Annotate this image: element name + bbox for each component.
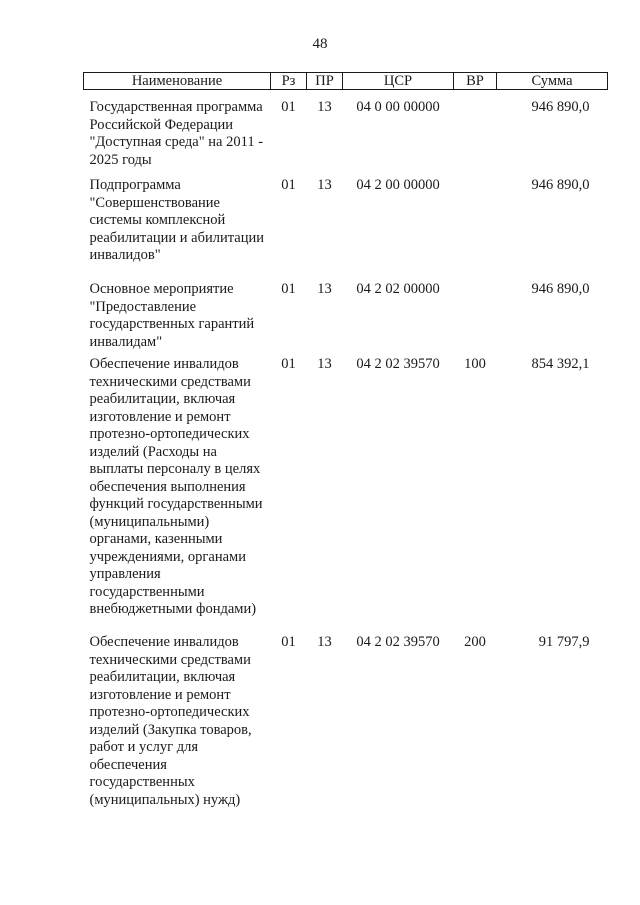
table-row xyxy=(84,281,608,356)
row-rz: 01 xyxy=(281,99,296,115)
budget-table xyxy=(83,72,608,809)
row-rz: 01 xyxy=(281,634,296,650)
header-vr: ВР xyxy=(454,73,497,90)
row-name: Обеспечение инвалидов техническими средствами реабилитации, включая изготовление и ремонт протезно-ортопедических изделий (Закупка товаров, работ и услуг для обеспечения государственных (муниципальных) нужд) xyxy=(89,634,252,808)
table-row xyxy=(84,177,608,281)
row-csr: 04 2 02 00000 xyxy=(356,281,440,297)
row-name: Государственная программа Российской Федерации "Доступная среда" на 2011 - 2025 годы xyxy=(89,99,264,168)
header-row xyxy=(84,73,608,90)
row-rz: 01 xyxy=(281,177,296,193)
header-sum: Сумма xyxy=(497,73,608,90)
row-pr: 13 xyxy=(317,634,332,650)
row-vr: 100 xyxy=(464,356,486,372)
row-name: Подпрограмма "Совершенствование системы комплексной реабилитации и абилитации инвалидов" xyxy=(89,177,264,263)
row-vr xyxy=(454,177,497,281)
header-pr: ПР xyxy=(307,73,343,90)
header-csr: ЦСР xyxy=(343,73,454,90)
row-pr: 13 xyxy=(317,99,332,115)
table-row xyxy=(84,634,608,809)
row-csr: 04 0 00 00000 xyxy=(356,99,440,115)
page-number: 48 xyxy=(312,36,328,52)
row-name: Обеспечение инвалидов техническими средствами реабилитации, включая изготовление и ремонт протезно-ортопедических изделий (Расходы на выплаты персоналу в целях обеспечения выполнения функций государственными (муниципальными) органами, казенными учреждениями, органами управления государственными внебюджетными фондами) xyxy=(89,356,263,617)
row-rz: 01 xyxy=(281,356,296,372)
table-header xyxy=(84,73,608,90)
row-sum: 854 392,1 xyxy=(531,356,590,372)
row-vr xyxy=(454,281,497,356)
row-sum: 946 890,0 xyxy=(531,281,590,297)
header-rz: Рз xyxy=(271,73,307,90)
row-pr: 13 xyxy=(317,177,332,193)
table-row xyxy=(84,356,608,634)
row-sum: 91 797,9 xyxy=(538,634,590,650)
header-name: Наименование xyxy=(84,73,271,90)
row-rz: 01 xyxy=(281,281,296,297)
row-sum: 946 890,0 xyxy=(531,99,590,115)
row-csr: 04 2 02 39570 xyxy=(356,634,440,650)
row-pr: 13 xyxy=(317,356,332,372)
row-vr: 200 xyxy=(464,634,486,650)
row-sum: 946 890,0 xyxy=(531,177,590,193)
row-csr: 04 2 00 00000 xyxy=(356,177,440,193)
row-vr xyxy=(454,90,497,178)
row-csr: 04 2 02 39570 xyxy=(356,356,440,372)
table-row xyxy=(84,90,608,178)
row-pr: 13 xyxy=(317,281,332,297)
row-name: Основное мероприятие "Предоставление государственных гарантий инвалидам" xyxy=(89,281,255,350)
table-body xyxy=(84,90,608,810)
